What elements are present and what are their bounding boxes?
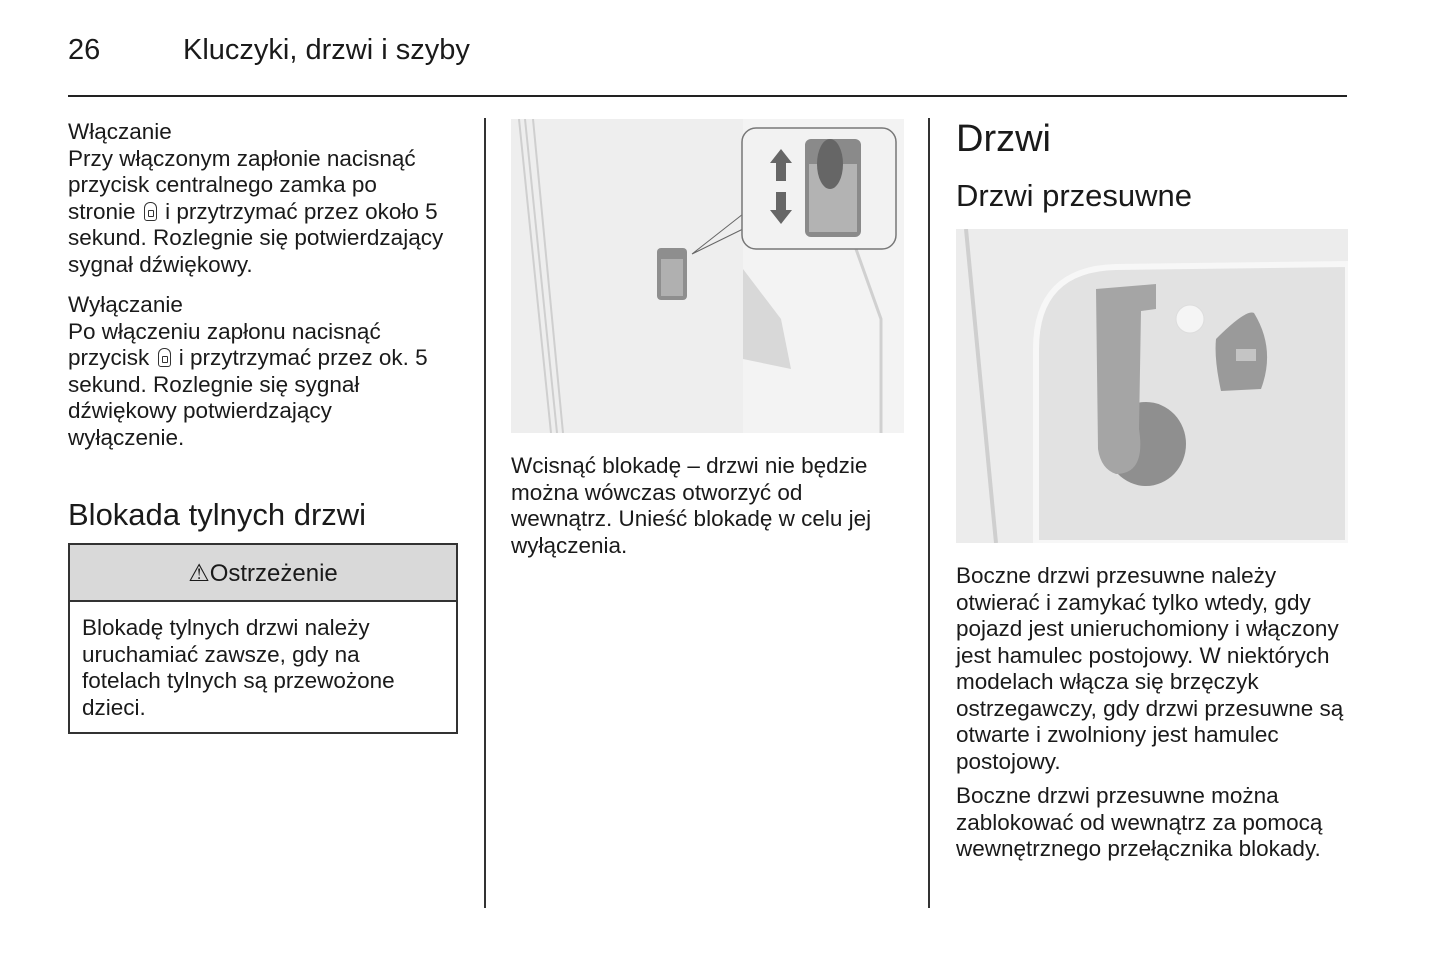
child-lock-illustration [511, 119, 904, 433]
column-right-text [956, 563, 1348, 863]
warning-box [68, 543, 458, 734]
paragraph-off [68, 319, 448, 452]
text: Po włączeniu zapłonu nacisnąć przycisk [68, 318, 381, 370]
column-divider [928, 118, 930, 908]
column-left [68, 119, 448, 461]
lock-icon [144, 202, 157, 221]
header-rule [68, 95, 1347, 97]
sliding-door-illustration [956, 229, 1348, 543]
illustration-caption: Wcisnąć blokadę – drzwi nie będzie można wówczas otworzyć od wewnątrz. Unieść blokadę w celu jej wyłączenia. [511, 453, 872, 558]
subheading-on: Włączanie [68, 119, 172, 144]
warning-text: Blokadę tylnych drzwi należy uruchamiać zawsze, gdy na fotelach tylnych są przewożone dzieci. [82, 615, 395, 720]
subsection-title-sliding: Drzwi przesuwne [956, 178, 1193, 213]
section-title: Blokada tylnych drzwi [68, 497, 367, 532]
text: i przytrzymać przez ok. 5 sekund. Rozlegnie się sygnał dźwiękowy potwierdzający wyłączenie. [68, 345, 428, 450]
text: i przytrzymać przez około 5 sekund. Rozlegnie się potwierdzający sygnał dźwiękowy. [68, 198, 444, 277]
text: Przy włączonym zapłonie nacisnąć przycisk centralnego zamka po stronie [68, 145, 416, 224]
subheading-off: Wyłączanie [68, 292, 183, 317]
warning-title: Ostrzeżenie [209, 560, 338, 587]
lock-icon [158, 348, 171, 367]
warning-header [70, 545, 456, 602]
paragraph-on [68, 146, 448, 279]
paragraph: Boczne drzwi przesuwne można zablokować od wewnątrz za pomocą wewnętrznego przełącznika blokady. [956, 783, 1323, 861]
section-title-doors: Drzwi [956, 118, 1051, 160]
paragraph: Boczne drzwi przesuwne należy otwierać i zamykać tylko wtedy, gdy pojazd jest unieruchomiony i włączony jest hamulec postojowy. W niektórych modelach włącza się brzęczyk ostrzegawczy, gdy drzwi przesuwne są otwarte i zwolniony jest hamulec postojowy. [956, 563, 1344, 774]
chapter-title: Kluczyki, drzwi i szyby [183, 34, 470, 66]
page-number: 26 [68, 34, 101, 66]
column-divider [484, 118, 486, 908]
warning-triangle-icon: ⚠ [188, 560, 210, 587]
